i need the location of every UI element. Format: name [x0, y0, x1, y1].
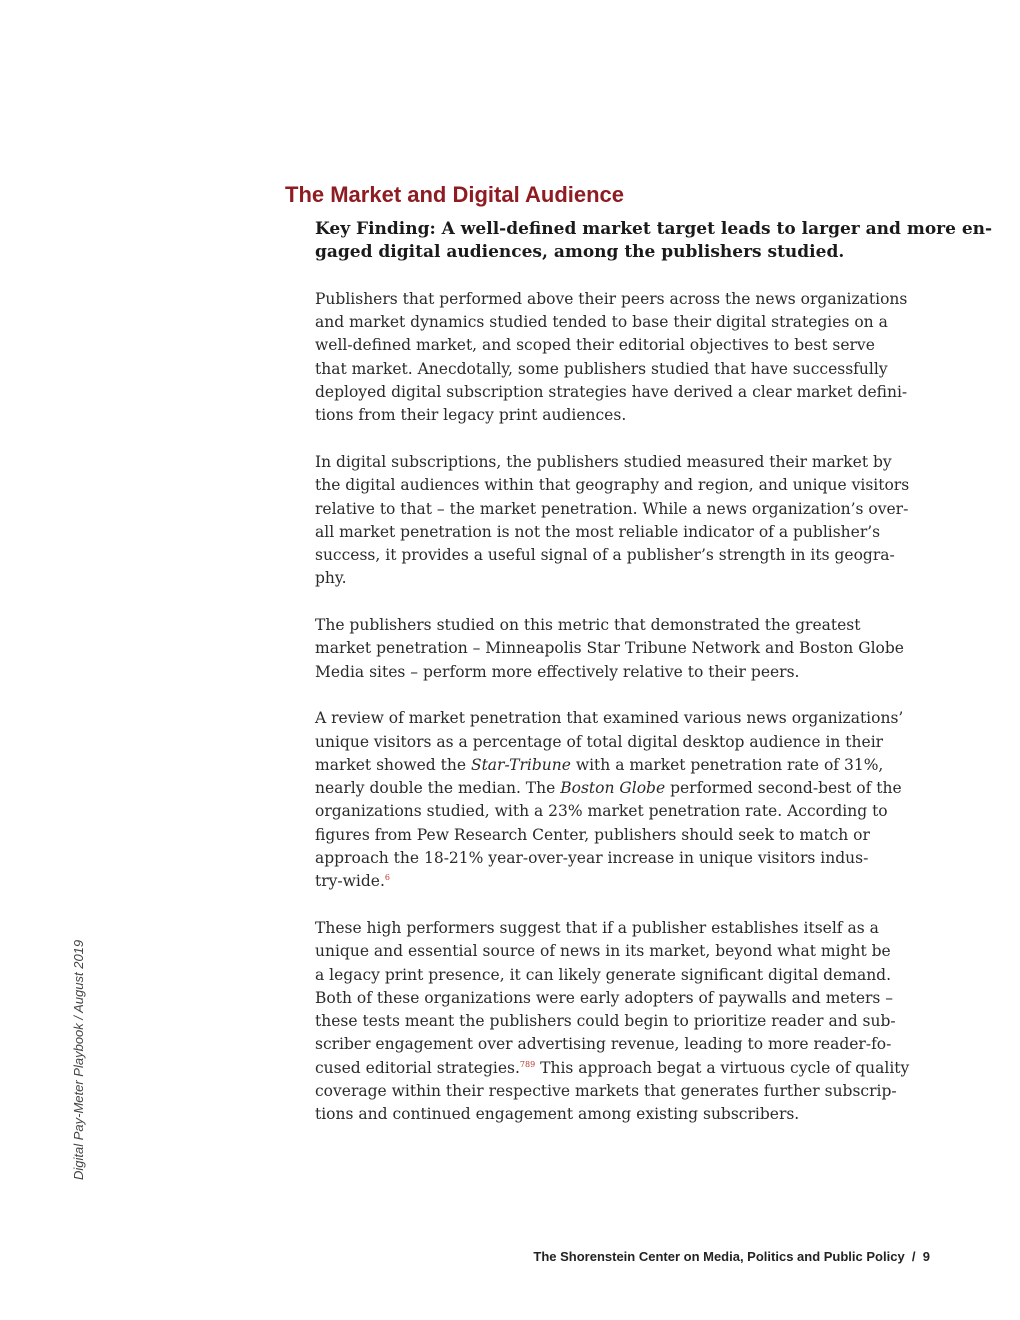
paragraph-3	[315, 614, 935, 684]
text-line: Media sites – perform more effectively relative to their peers.	[315, 662, 800, 681]
text-line: coverage within their respective markets that generates further subscrip-	[315, 1081, 897, 1100]
text-line: scriber engagement over advertising revenue, leading to more reader-fo-	[315, 1035, 892, 1054]
text-line: that market. Anecdotally, some publishers studied that have successfully	[315, 359, 888, 378]
paragraph-1	[315, 288, 935, 428]
text-line: tions and continued engagement among existing subscribers.	[315, 1105, 800, 1124]
text-line: unique and essential source of news in its market, beyond what might be	[315, 942, 891, 961]
text-run: with a market penetration rate of 31%,	[570, 755, 884, 774]
text-line: A review of market penetration that examined various news organizations’	[315, 709, 904, 728]
paragraph-5	[315, 917, 935, 1127]
text-line: approach the 18-21% year-over-year increase in unique visitors indus-	[315, 849, 869, 868]
text-run: performed second-best of the	[665, 779, 902, 798]
publication-name: Star-Tribune	[470, 755, 571, 774]
text-line: all market penetration is not the most reliable indicator of a publisher’s	[315, 522, 881, 541]
text-line: organizations studied, with a 23% market penetration rate. According to	[315, 802, 888, 821]
text-line: The publishers studied on this metric that demonstrated the greatest	[315, 616, 861, 635]
text-line	[315, 777, 935, 800]
text-line: and market dynamics studied tended to base their digital strategies on a	[315, 313, 888, 332]
footer-separator: /	[911, 1249, 916, 1264]
text-line: unique visitors as a percentage of total digital desktop audience in their	[315, 732, 884, 751]
paragraph-2	[315, 451, 935, 591]
text-line: figures from Pew Research Center, publishers should seek to match or	[315, 825, 870, 844]
text-line: these tests meant the publishers could begin to prioritize reader and sub-	[315, 1012, 896, 1031]
text-line: Publishers that performed above their peers across the news organizations	[315, 289, 908, 308]
page-footer	[533, 1249, 930, 1264]
text-run: market showed the	[315, 755, 471, 774]
text-run: This approach begat a virtuous cycle of quality	[535, 1058, 910, 1077]
text-line: Both of these organizations were early adopters of paywalls and meters –	[315, 988, 894, 1007]
page-number: 9	[922, 1249, 930, 1264]
text-line: phy.	[315, 569, 347, 588]
key-finding	[315, 218, 993, 265]
running-header-side: Digital Pay-Meter Playbook / August 2019	[71, 939, 86, 1180]
text-line: a legacy print presence, it can likely generate significant digital demand.	[315, 965, 892, 984]
text-line: These high performers suggest that if a publisher establishes itself as a	[315, 918, 879, 937]
footer-organization: The Shorenstein Center on Media, Politics and Public Policy	[533, 1249, 905, 1264]
text-line: success, it provides a useful signal of a publisher’s strength in its geogra-	[315, 546, 895, 565]
text-run: cused editorial strategies.	[315, 1058, 520, 1077]
text-line: well-defined market, and scoped their editorial objectives to best serve	[315, 336, 875, 355]
text-line: Key Finding: A well-defined market target leads to larger and more en-	[315, 219, 993, 239]
text-line: gaged digital audiences, among the publishers studied.	[315, 242, 845, 263]
footnote-link[interactable]: 789	[519, 1059, 536, 1069]
text-line: relative to that – the market penetration. While a news organization’s over-	[315, 499, 909, 518]
text-line: In digital subscriptions, the publishers studied measured their market by	[315, 452, 892, 471]
text-line: deployed digital subscription strategies have derived a clear market defini-	[315, 383, 908, 402]
text-run: try-wide.	[315, 872, 385, 891]
paragraph-4	[315, 707, 935, 893]
section-heading: The Market and Digital Audience	[285, 182, 625, 207]
text-line: the digital audiences within that geography and region, and unique visitors	[315, 476, 910, 495]
text-run: nearly double the median. The	[315, 779, 561, 798]
article-body	[315, 218, 993, 1150]
text-line: market penetration – Minneapolis Star Tribune Network and Boston Globe	[315, 639, 904, 658]
text-line	[315, 1057, 935, 1080]
publication-name: Boston Globe	[560, 779, 666, 798]
text-line	[315, 870, 935, 893]
text-line: tions from their legacy print audiences.	[315, 406, 627, 425]
footnote-link[interactable]: 6	[384, 873, 390, 883]
text-line	[315, 754, 935, 777]
